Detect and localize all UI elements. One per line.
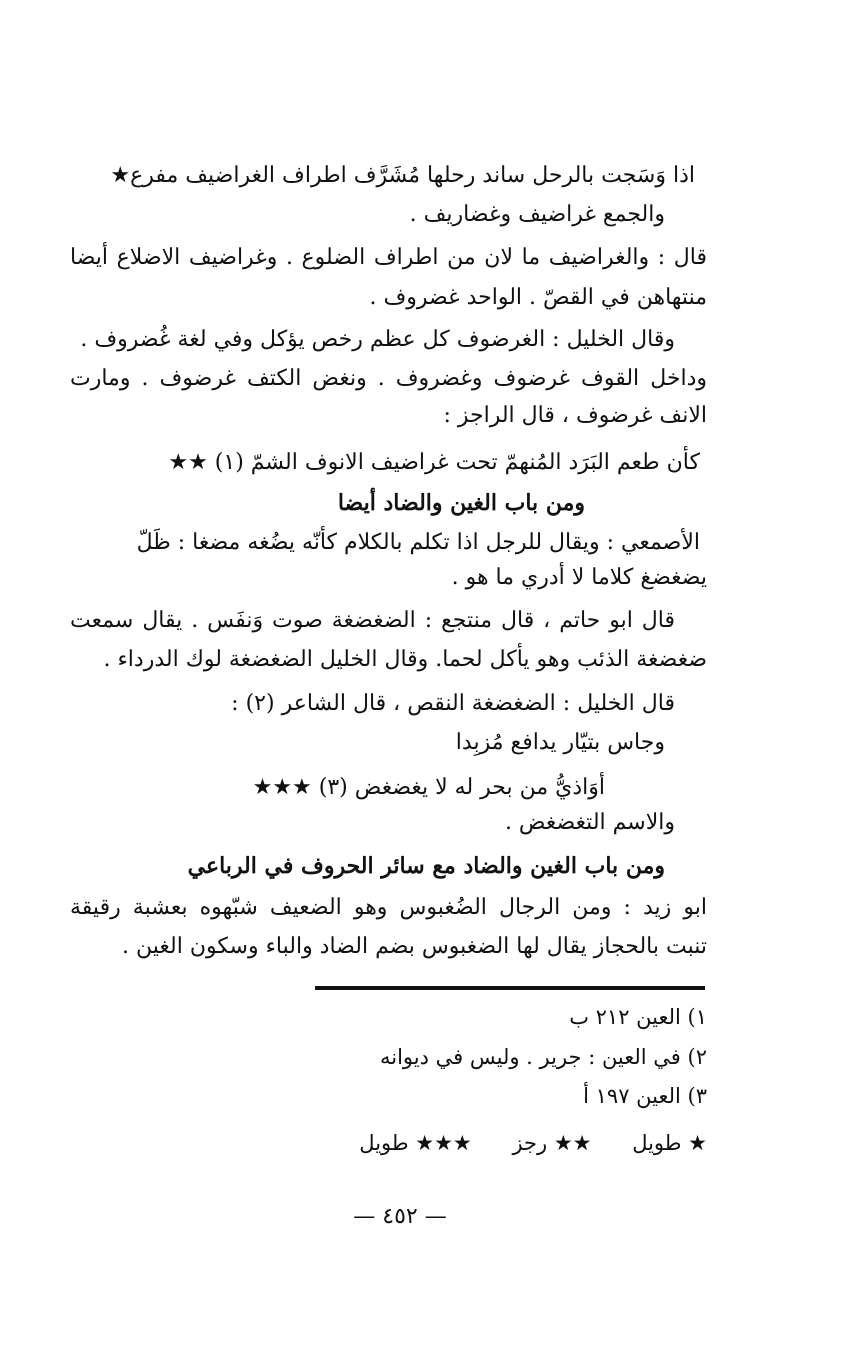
text-line: قال : والغراضيف ما لان من اطراف الضلوع . وغراضيف الاضلاع أيضا bbox=[70, 245, 707, 270]
text-line: منتهاهن في القصّ . الواحد غضروف . bbox=[369, 285, 707, 310]
text-line: والاسم التغضغض . bbox=[504, 810, 675, 835]
text-line: وقال الخليل : الغرضوف كل عظم رخص يؤكل وفي لغة غُضروف . bbox=[80, 327, 675, 352]
section-heading: ومن باب الغين والضاد مع سائر الحروف في الرباعي bbox=[187, 853, 665, 879]
footnote: ٣) العين ١٩٧ أ bbox=[583, 1084, 707, 1108]
text-line: ضغضغة الذئب وهو يأكل لحما. وقال الخليل الضغضغة لوك الدرداء . bbox=[103, 647, 707, 672]
text-line: ابو زيد : ومن الرجال الضُغبوس وهو الضعيف شبّهوه بعشبة رقيقة bbox=[70, 895, 707, 920]
verse-line: أوَاذيُّ من بحر له لا يغضغض (٣) ★★★ bbox=[252, 775, 605, 800]
verse-line: وجاس بتيّار يدافع مُزبِدا bbox=[455, 730, 665, 755]
text-line: والجمع غراضيف وغضاريف . bbox=[409, 202, 665, 227]
text-line: وداخل القوف غرضوف وغضروف . ونغض الكتف غرضوف . ومارت bbox=[70, 366, 707, 391]
section-heading: ومن باب الغين والضاد أيضا bbox=[337, 490, 585, 516]
meter-legend-item: ★★★ طويل bbox=[359, 1131, 472, 1155]
text-line: تنبت بالحجاز يقال لها الضغبوس بضم الضاد والباء وسكون الغين . bbox=[122, 934, 707, 959]
meter-legend-item: ★ طويل bbox=[632, 1131, 707, 1155]
text-line: يضغضغ كلاما لا أدري ما هو . bbox=[451, 565, 707, 590]
verse-line: كأن طعم البَرَد المُنهمّ تحت غراضيف الانوف الشمّ (١) ★★ bbox=[168, 450, 700, 475]
meter-legend bbox=[325, 1127, 707, 1159]
footnote: ٢) في العين : جرير . وليس في ديوانه bbox=[379, 1045, 707, 1069]
page-number: — ٤٥٢ — bbox=[353, 1204, 447, 1229]
meter-legend-item: ★★ رجز bbox=[512, 1131, 592, 1155]
footnote: ١) العين ٢١٢ ب bbox=[569, 1005, 707, 1029]
text-line: قال الخليل : الضغضغة النقص ، قال الشاعر (٢) : bbox=[231, 691, 675, 716]
footnote-divider bbox=[315, 986, 705, 990]
text-line: قال ابو حاتم ، قال منتجع : الضغضغة صوت وَنفَس . يقال سمعت bbox=[70, 608, 675, 633]
verse-line: اذا وَسَجت بالرحل ساند رحلها مُشَرَّف اطراف الغراضيف مفرع★ bbox=[110, 163, 695, 188]
text-line: الأصمعي : ويقال للرجل اذا تكلم بالكلام كأنّه يضُغه مضغا : ظَلّ bbox=[136, 530, 700, 555]
text-line: الانف غرضوف ، قال الراجز : bbox=[443, 403, 707, 428]
